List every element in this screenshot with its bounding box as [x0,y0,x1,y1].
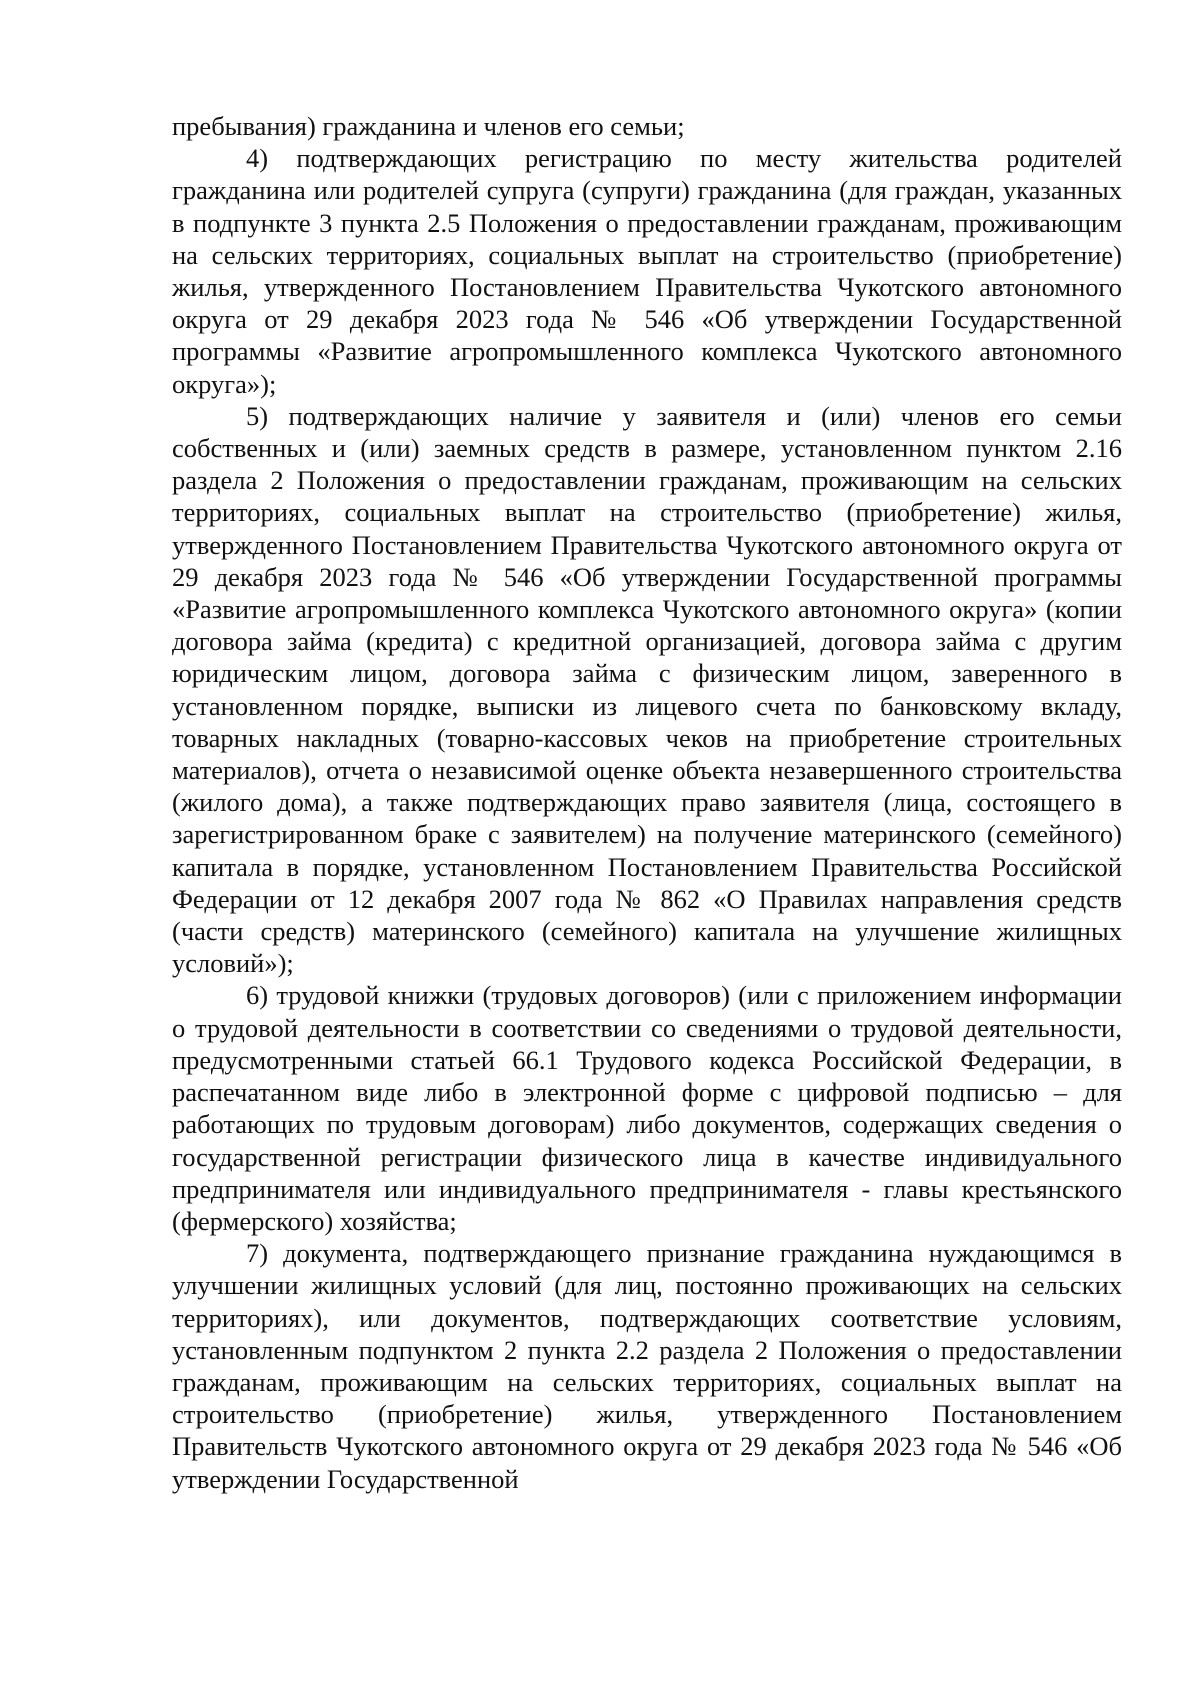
paragraph-item-5: 5) подтверждающих наличие у заявителя и (или) членов его семьи собственных и (или) заемных средств в размере, установленном пунктом 2.16 раздела 2 Положения о предоставлении гражданам, проживающим на сельских территориях, социальных выплат на строительство (приобретение) жилья, утвержденного Постановлением Правительства Чукотского автономного округа от 29 декабря 2023 года № 546 «Об утверждении Государственной программы «Развитие агропромышленного комплекса Чукотского автономного округа» (копии договора займа (кредита) с кредитной организацией, договора займа с другим юридическим лицом, договора займа с физическим лицом, заверенного в установленном порядке, выписки из лицевого счета по банковскому вкладу, товарных накладных (товарно-кассовых чеков на приобретение строительных материалов), отчета о независимой оценке объекта незавершенного строительства (жилого дома), а также подтверждающих право заявителя (лица, состоящего в зарегистрированном браке с заявителем) на получение материнского (семейного) капитала в порядке, установленном Постановлением Правительства Российской Федерации от 12 декабря 2007 года № 862 «О Правилах направления средств (части средств) материнского (семейного) капитала на улучшение жилищных условий»); [172,400,1122,979]
paragraph-continuation: пребывания) гражданина и членов его семьи; [172,111,685,141]
paragraph-item-4: 4) подтверждающих регистрацию по месту жительства родителей гражданина или родителей супруга (супруги) гражданина (для граждан, указанных в подпункте 3 пункта 2.5 Положения о предоставлении гражданам, проживающим на сельских территориях, социальных выплат на строительство (приобретение) жилья, утвержденного Постановлением Правительства Чукотского автономного округа от 29 декабря 2023 года № 546 «Об утверждении Государственной программы «Развитие агропромышленного комплекса Чукотского автономного округа»); [172,143,1122,399]
document-page [172,110,1122,1495]
paragraph-item-6: 6) трудовой книжки (трудовых договоров) (или с приложением информации о трудовой деятельности в соответствии со сведениями о трудовой деятельности, предусмотренными статьей 66.1 Трудового кодекса Российской Федерации, в распечатанном виде либо в электронной форме с цифровой подписью – для работающих по трудовым договорам) либо документов, содержащих сведения о государственной регистрации физического лица в качестве индивидуального предпринимателя или индивидуального предпринимателя - главы крестьянского (фермерского) хозяйства; [172,980,1122,1236]
paragraph-item-7: 7) документа, подтверждающего признание гражданина нуждающимся в улучшении жилищных условий (для лиц, постоянно проживающих на сельских территориях), или документов, подтверждающих соответствие условиям, установленным подпунктом 2 пункта 2.2 раздела 2 Положения о предоставлении гражданам, проживающим на сельских территориях, социальных выплат на строительство (приобретение) жилья, утвержденного Постановлением Правительств Чукотского автономного округа от 29 декабря 2023 года № 546 «Об утверждении Государственной [172,1238,1122,1494]
